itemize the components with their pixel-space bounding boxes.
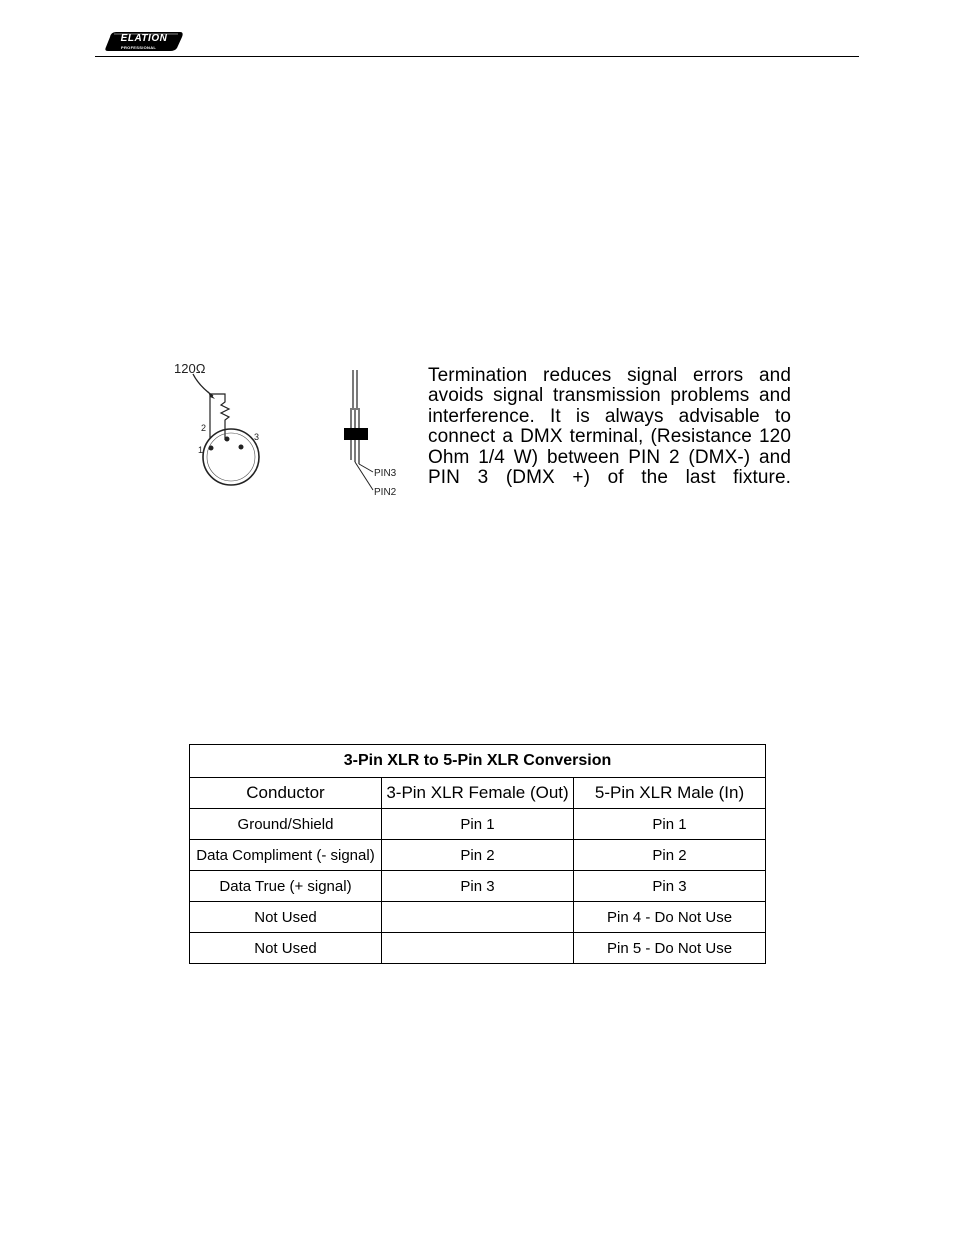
table-row <box>190 933 766 964</box>
table-title-row <box>190 745 766 778</box>
table-cell: Pin 2 <box>574 840 766 871</box>
table-cell <box>382 933 574 964</box>
table-title: 3-Pin XLR to 5-Pin XLR Conversion <box>190 745 766 778</box>
table-cell: Pin 1 <box>574 809 766 840</box>
table-cell: Not Used <box>190 933 382 964</box>
column-header-3pin: 3-Pin XLR Female (Out) <box>382 778 574 809</box>
pin3-label: PIN3 <box>374 468 397 479</box>
column-header-5pin: 5-Pin XLR Male (In) <box>574 778 766 809</box>
table-cell: Pin 1 <box>382 809 574 840</box>
table-cell: Pin 5 - Do Not Use <box>574 933 766 964</box>
table-row <box>190 871 766 902</box>
resistor-body <box>344 428 368 440</box>
pin2-label: PIN2 <box>374 487 397 498</box>
pin-number-1: 1 <box>198 445 204 455</box>
termination-paragraph: Termination reduces signal errors and avoids signal transmission problems and interference. It is always advisable to connect a DMX terminal, (Resistance 120 Ohm 1/4 W) between PIN 2 (DMX-) and PIN 3 (DMX +) of the last fixture. <box>428 365 791 489</box>
table-header-row <box>190 778 766 809</box>
table-cell: Ground/Shield <box>190 809 382 840</box>
pin-number-2: 2 <box>201 423 207 433</box>
resistor-label: 120Ω <box>174 361 206 376</box>
table-row <box>190 902 766 933</box>
termination-diagram <box>165 352 410 500</box>
xlr-conversion-table <box>189 744 766 964</box>
xlr-termination-drawing <box>165 352 410 500</box>
table-cell: Pin 2 <box>382 840 574 871</box>
table-cell: Pin 3 <box>382 871 574 902</box>
column-header-conductor: Conductor <box>190 778 382 809</box>
pin-number-3: 3 <box>254 432 260 442</box>
logo-text: ELATION <box>120 33 168 44</box>
table-cell: Data True (+ signal) <box>190 871 382 902</box>
table-cell: Pin 4 - Do Not Use <box>574 902 766 933</box>
table-cell: Pin 3 <box>574 871 766 902</box>
table-cell: Not Used <box>190 902 382 933</box>
page-header <box>95 28 859 57</box>
xlr-connector-outline <box>203 429 259 485</box>
elation-logo <box>104 28 184 54</box>
logo-subtext: PROFESSIONAL <box>121 45 157 50</box>
table-cell <box>382 902 574 933</box>
table-cell: Data Compliment (- signal) <box>190 840 382 871</box>
table-row <box>190 809 766 840</box>
table-row <box>190 840 766 871</box>
